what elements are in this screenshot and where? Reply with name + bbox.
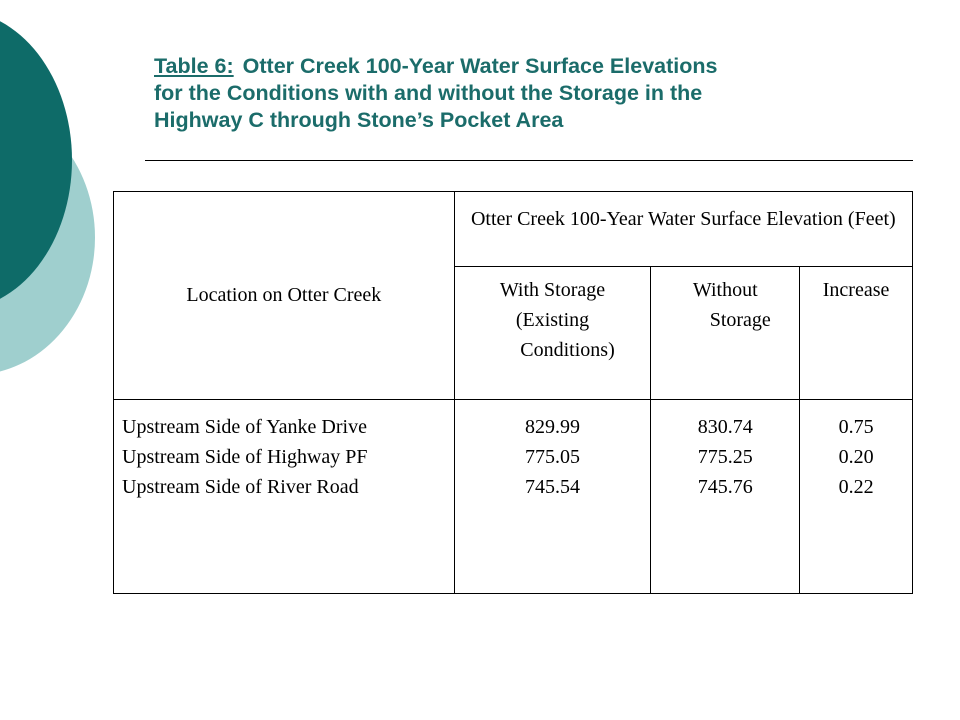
- with-storage-header-line: With Storage: [499, 279, 606, 301]
- elevation-table: [113, 191, 913, 594]
- location-value: Upstream Side of River Road: [122, 476, 359, 498]
- increase-header: Increase: [800, 267, 913, 400]
- title-divider: [145, 160, 913, 161]
- location-value: Upstream Side of Highway PF: [122, 446, 368, 468]
- with-storage-cell: [454, 400, 651, 594]
- without-storage-value: 775.25: [697, 446, 753, 468]
- with-storage-header-line: (Existing: [515, 309, 590, 331]
- with-storage-value: 745.54: [525, 476, 581, 498]
- title-prefix: Table 6:: [154, 54, 234, 78]
- without-storage-value: 830.74: [697, 416, 753, 438]
- with-storage-value: 829.99: [525, 416, 581, 438]
- elevation-group-header: Otter Creek 100-Year Water Surface Elevation (Feet): [454, 192, 912, 267]
- with-storage-header-line: Conditions): [520, 339, 615, 361]
- header-row-1: [114, 192, 913, 267]
- with-storage-value: 775.05: [525, 446, 581, 468]
- increase-value: 0.75: [838, 416, 874, 438]
- title-line-3: Highway C through Stone’s Pocket Area: [154, 108, 564, 132]
- increase-value: 0.22: [838, 476, 874, 498]
- increase-value: 0.20: [838, 446, 874, 468]
- data-row: [114, 400, 913, 594]
- with-storage-header: [454, 267, 651, 400]
- without-storage-header: [651, 267, 800, 400]
- without-storage-header-line: Storage: [709, 309, 771, 331]
- without-storage-cell: [651, 400, 800, 594]
- location-value: Upstream Side of Yanke Drive: [122, 416, 367, 438]
- increase-cell: [800, 400, 913, 594]
- slide-title: [154, 53, 914, 134]
- without-storage-value: 745.76: [697, 476, 753, 498]
- without-storage-header-line: Without: [692, 279, 758, 301]
- title-line-1: [154, 53, 914, 80]
- title-line-2: for the Conditions with and without the Storage in the: [154, 81, 703, 105]
- title-text-1: Otter Creek 100-Year Water Surface Elevations: [242, 54, 718, 78]
- location-header: Location on Otter Creek: [114, 192, 455, 400]
- location-cell: [114, 400, 455, 594]
